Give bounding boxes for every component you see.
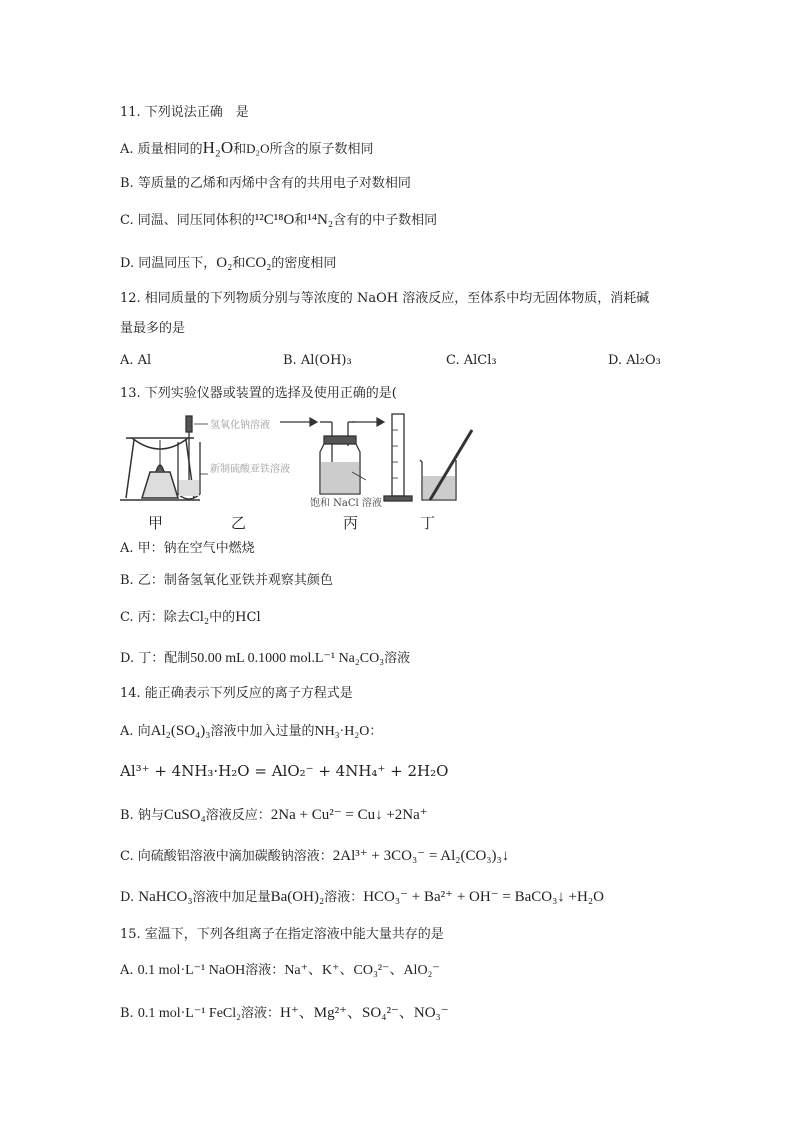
q14-option-a: A. 向Al₂(SO₄)₃溶液中加入过量的NH₃·H₂O： [120, 723, 383, 739]
q14-stem: 14. 能正确表示下列反应的离子方程式是 [120, 686, 353, 701]
q11-option-a: A. 质量相同的H₂O和D₂O所含的原子数相同 [120, 138, 374, 157]
apparatus-ding-cylinder [384, 414, 412, 501]
q12-option-a: A. Al [120, 353, 152, 368]
q12-option-b: B. Al(OH)₃ [283, 353, 352, 368]
q12-option-c: C. AlCl₃ [446, 353, 497, 368]
q15-option-a: A. 0.1 mol·L⁻¹ NaOH溶液：Na⁺、K⁺、CO₃²⁻、AlO₂⁻ [120, 963, 440, 978]
q11-option-b: B. 等质量的乙烯和丙烯中含有的共用电子对数相同 [120, 176, 411, 191]
q13-stem: 13. 下列实验仪器或装置的选择及使用正确的是( [120, 386, 397, 401]
label-nacl-solution: 饱和 NaCl 溶液 [310, 498, 382, 509]
label-ding: 丁 [420, 514, 436, 532]
apparatus-yi [178, 416, 208, 499]
q15-stem: 15. 室温下，下列各组离子在指定溶液中能大量共存的是 [120, 927, 444, 942]
q11-option-c: C. 同温、同压同体积的¹²C¹⁸O和¹⁴N₂含有的中子数相同 [120, 212, 438, 228]
q14-option-a-equation: Al³⁺ + 4NH₃·H₂O = AlO₂⁻ + 4NH₄⁺ + 2H₂O [120, 762, 449, 780]
label-yi: 乙 [231, 514, 247, 532]
q13-option-d: D. 丁：配制50.00 mL 0.1000 mol.L⁻¹ Na₂CO₃溶液 [120, 651, 411, 666]
q12-stem-line1: 12. 相同质量的下列物质分别与等浓度的 NaOH 溶液反应，至体系中均无固体物质，消耗碱 [120, 291, 650, 306]
q11-stem: 11. 下列说法正确 是 [120, 105, 249, 120]
q12-option-d: D. Al₂O₃ [608, 353, 661, 368]
label-ferrous-sulfate: 新制硫酸亚铁溶液 [210, 464, 290, 475]
apparatus-bing [320, 422, 366, 494]
q13-option-b: B. 乙：制备氢氧化亚铁并观察其颜色 [120, 573, 333, 588]
q11-option-d: D. 同温同压下，O₂和CO₂的密度相同 [120, 255, 337, 271]
q15-option-b: B. 0.1 mol·L⁻¹ FeCl₂溶液：H⁺、Mg²⁺、SO₄²⁻、NO₃⁻ [120, 1005, 449, 1021]
apparatus-ding-beaker [420, 430, 472, 500]
q14-option-b: B. 钠与CuSO₄溶液反应：2Na + Cu²⁻ = Cu↓ +2Na⁺ [120, 807, 428, 823]
q13-apparatus-figure [120, 410, 490, 512]
label-naoh-solution: 氢氧化钠溶液 [210, 420, 270, 431]
q13-option-a: A. 甲：钠在空气中燃烧 [120, 541, 255, 556]
q12-stem-line2: 量最多的是 [120, 321, 186, 336]
label-bing: 丙 [343, 514, 359, 532]
label-jia: 甲 [148, 514, 164, 532]
q14-option-d: D. NaHCO₃溶液中加足量Ba(OH)₂溶液：HCO₃⁻ + Ba²⁺ + OH⁻ = BaCO₃↓ +H₂O [120, 889, 604, 905]
q14-option-c: C. 向硫酸铝溶液中滴加碳酸钠溶液：2Al³⁺ + 3CO₃⁻ = Al₂(CO₃)₃↓ [120, 848, 510, 864]
q13-option-c: C. 丙：除去Cl₂中的HCl [120, 609, 261, 625]
